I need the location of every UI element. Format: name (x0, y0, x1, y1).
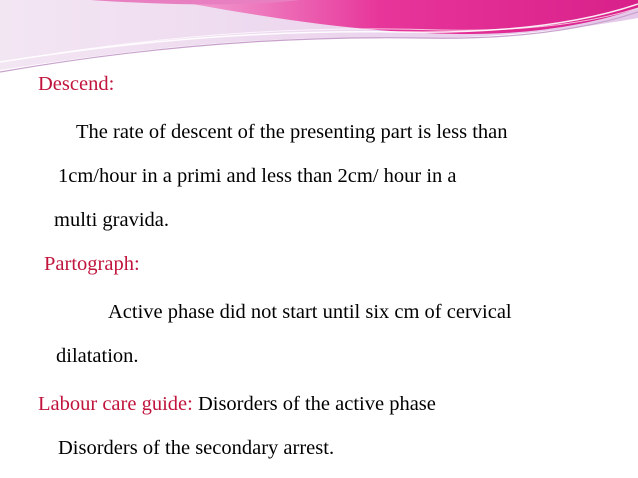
labour-care-line (38, 392, 436, 416)
partograph-line-1: Active phase did not start until six cm of cervical (108, 301, 512, 323)
labour-heading: Labour care guide: (38, 393, 193, 415)
descend-heading: Descend: (38, 73, 115, 95)
partograph-line-2: dilatation. (56, 345, 139, 367)
descend-line-2: 1cm/hour in a primi and less than 2cm/ hour in a (58, 165, 457, 187)
labour-line-2: Disorders of the secondary arrest. (58, 437, 335, 459)
partograph-heading: Partograph: (44, 253, 140, 275)
labour-line-1: Disorders of the active phase (192, 393, 436, 415)
descend-line-1: The rate of descent of the presenting part is less than (76, 121, 508, 143)
descend-line-3: multi gravida. (54, 209, 170, 231)
